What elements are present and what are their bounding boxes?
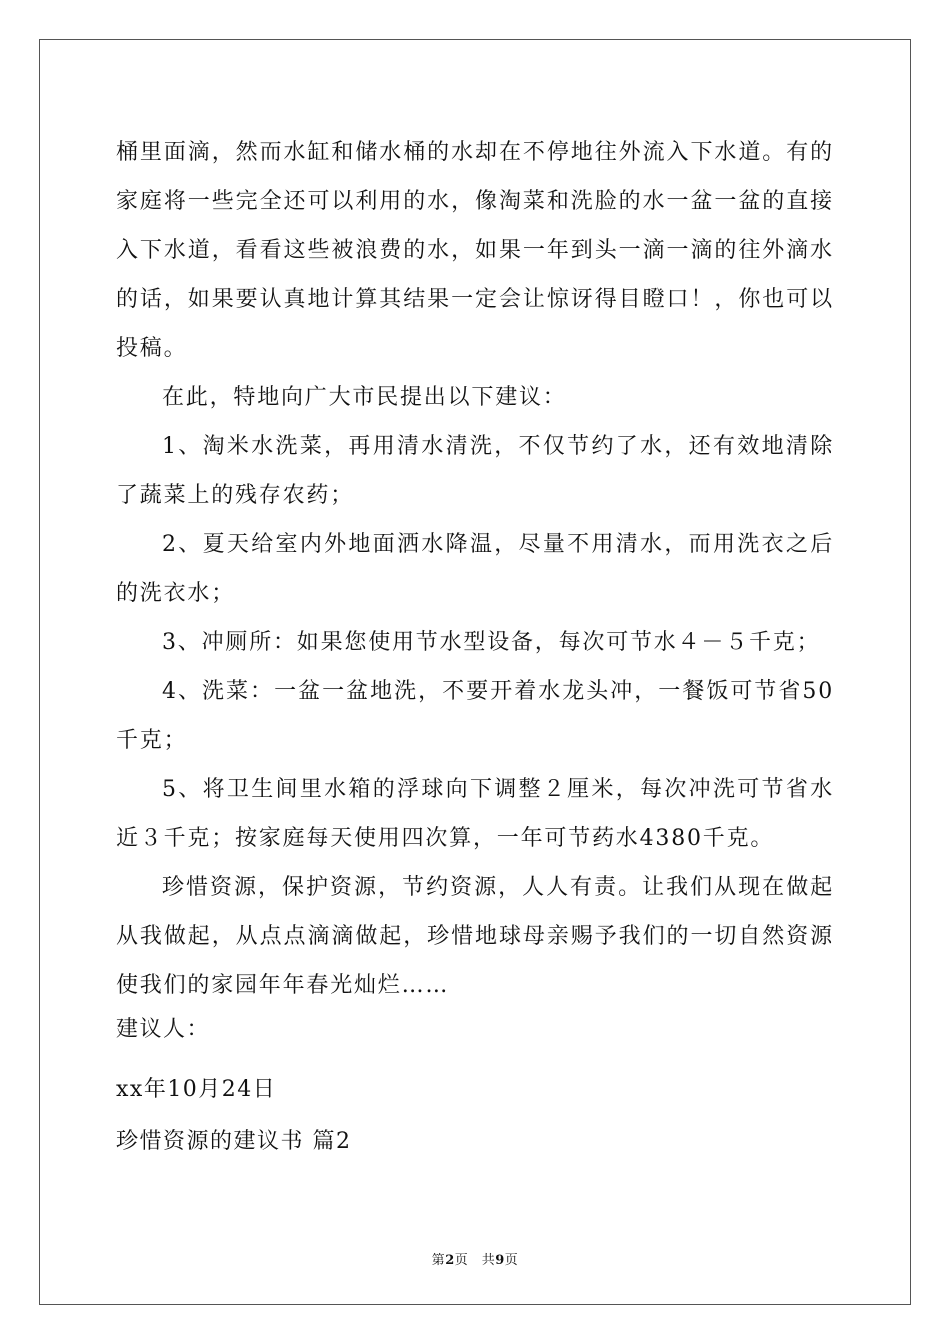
document-date: xx年10月24日 — [116, 1077, 277, 1102]
paragraph-conclusion: 珍惜资源，保护资源，节约资源，人人有责。让我们从现在做起从我做起，从点点滴滴做起，珍惜地球母亲赐予我们的一切自然资源使我们的家园年年春光灿烂…… — [116, 875, 834, 998]
next-section-title: 珍惜资源的建议书 篇2 — [116, 1129, 352, 1154]
suggestion-item-5: 5、将卫生间里水箱的浮球向下调整２厘米，每次冲洗可节省水近３千克；按家庭每天使用四次算，一年可节药水4380千克。 — [116, 777, 834, 851]
suggestion-item-4: 4、洗菜：一盆一盆地洗，不要开着水龙头冲，一餐饭可节省50千克； — [116, 679, 834, 753]
footer-page-mid: 页 共 — [454, 1253, 496, 1268]
page-footer — [0, 1249, 950, 1268]
suggestion-item-1: 1、淘米水洗菜，再用清水清洗，不仅节约了水，还有效地清除了蔬菜上的残存农药； — [116, 434, 834, 508]
footer-page-total: 9 — [495, 1253, 505, 1268]
footer-page-suffix: 页 — [504, 1253, 519, 1268]
paragraph-intro-suggestions: 在此，特地向广大市民提出以下建议： — [162, 385, 567, 410]
footer-page-prefix: 第 — [431, 1253, 446, 1268]
paragraph-continued: 桶里面滴，然而水缸和储水桶的水却在不停地往外流入下水道。有的家庭将一些完全还可以利用的水，像淘菜和洗脸的水一盆一盆的直接入下水道，看看这些被浪费的水，如果一年到头一滴一滴的往外滴水的话，如果要认真地计算其结果一定会让惊讶得目瞪口！，你也可以投稿。 — [116, 140, 834, 361]
proposer-label: 建议人： — [116, 1017, 211, 1042]
suggestion-item-3: 3、冲厕所：如果您使用节水型设备，每次可节水４－５千克； — [162, 630, 821, 655]
suggestion-item-2: 2、夏天给室内外地面洒水降温，尽量不用清水，而用洗衣之后的洗衣水； — [116, 532, 834, 606]
document-body — [116, 128, 834, 1156]
footer-page-current: 2 — [445, 1253, 455, 1268]
